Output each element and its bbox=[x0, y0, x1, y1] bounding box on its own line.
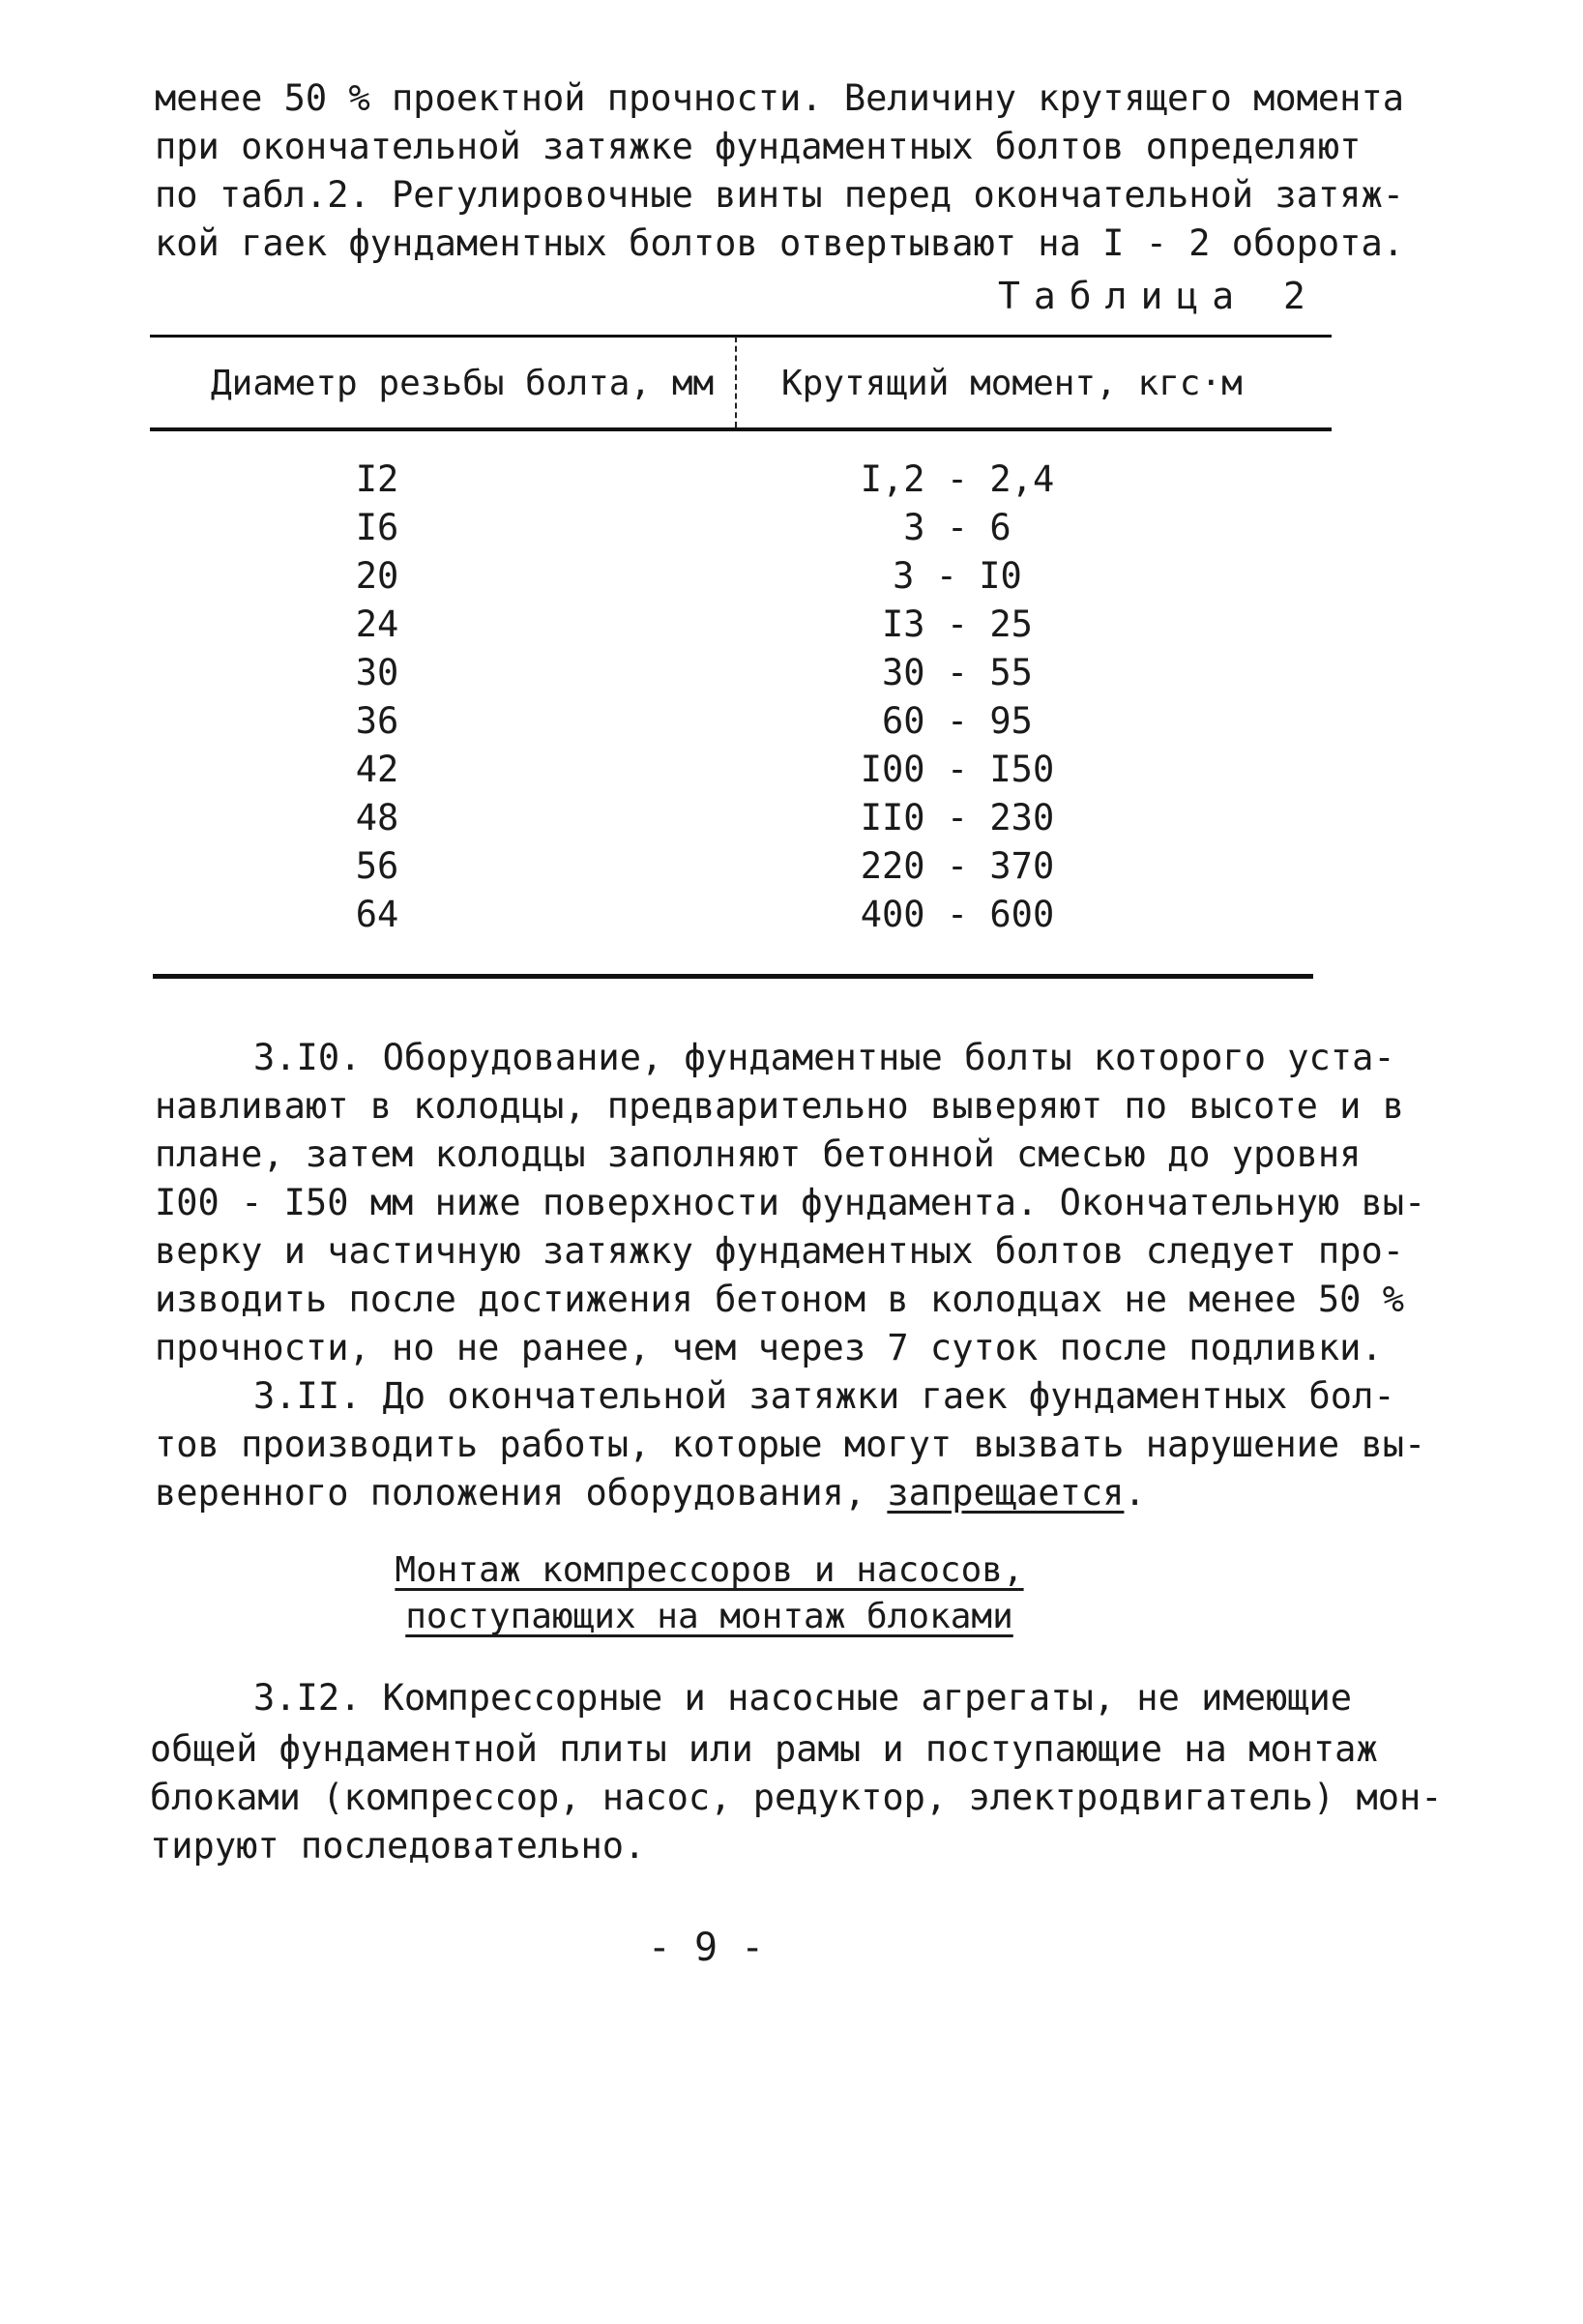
header-torque: Крутящий момент, кгс·м bbox=[781, 364, 1243, 403]
column-separator bbox=[735, 337, 737, 427]
cell-torque: I00 - I50 bbox=[860, 749, 1055, 790]
text-line: плане, затем колодцы заполняют бетонной смесью до уровня bbox=[155, 1133, 1362, 1175]
cell-diameter: 30 bbox=[355, 652, 399, 693]
section-title-line-2: поступающих на монтаж блоками bbox=[405, 1597, 1013, 1636]
cell-diameter: 36 bbox=[355, 700, 399, 742]
cell-torque: II0 - 230 bbox=[860, 797, 1055, 838]
text-line: блоками (компрессор, насос, редуктор, электродвигатель) мон- bbox=[150, 1777, 1443, 1818]
text-line: 3.II. До окончательной затяжки гаек фундаментных бол- bbox=[253, 1375, 1395, 1417]
text-segment: веренного положения оборудования, bbox=[155, 1472, 888, 1514]
text-line: тов производить работы, которые могут вызвать нарушение вы- bbox=[155, 1424, 1426, 1465]
cell-diameter: I2 bbox=[355, 458, 399, 500]
cell-diameter: 64 bbox=[355, 894, 399, 935]
text-line bbox=[155, 1470, 1146, 1516]
text-line: прочности, но не ранее, чем через 7 суток после подливки. bbox=[155, 1327, 1383, 1368]
page-number: - 9 - bbox=[647, 1926, 765, 1970]
text-line: изводить после достижения бетоном в колодцах не менее 50 % bbox=[155, 1279, 1405, 1320]
text-line: 3.I2. Компрессорные и насосные агрегаты, не имеющие bbox=[253, 1677, 1353, 1719]
cell-torque: 220 - 370 bbox=[860, 845, 1055, 887]
underlined-word: запрещается bbox=[887, 1472, 1125, 1514]
section-title-line-1: Монтаж компрессоров и насосов, bbox=[395, 1550, 1024, 1590]
table-title: Таблица 2 bbox=[998, 275, 1319, 317]
cell-diameter: 24 bbox=[355, 603, 399, 645]
text-line: 3.I0. Оборудование, фундаментные болты которого уста- bbox=[253, 1037, 1395, 1078]
table-header-rule bbox=[150, 427, 1332, 431]
header-diameter: Диаметр резьбы болта, мм bbox=[211, 364, 715, 403]
text-line: менее 50 % проектной прочности. Величину крутящего момента bbox=[155, 77, 1405, 119]
cell-torque: 3 - I0 bbox=[893, 555, 1022, 597]
cell-torque: 60 - 95 bbox=[882, 700, 1033, 742]
text-line: верку и частичную затяжку фундаментных болтов следует про- bbox=[155, 1230, 1405, 1272]
text-segment: . bbox=[1124, 1472, 1146, 1514]
text-line: общей фундаментной плиты или рамы и поступающие на монтаж bbox=[150, 1728, 1378, 1770]
table-bottom-rule bbox=[153, 974, 1313, 979]
text-line: навливают в колодцы, предварительно выверяют по высоте и в bbox=[155, 1085, 1405, 1127]
cell-diameter: 20 bbox=[355, 555, 399, 597]
cell-diameter: 42 bbox=[355, 749, 399, 790]
text-line: I00 - I50 мм ниже поверхности фундамента. Окончательную вы- bbox=[155, 1182, 1426, 1223]
cell-diameter: I6 bbox=[355, 507, 399, 548]
cell-torque: I,2 - 2,4 bbox=[860, 458, 1055, 500]
cell-torque: 3 - 6 bbox=[903, 507, 1011, 548]
text-line: тируют последовательно. bbox=[150, 1825, 646, 1867]
cell-torque: I3 - 25 bbox=[882, 603, 1033, 645]
cell-torque: 400 - 600 bbox=[860, 894, 1055, 935]
cell-torque: 30 - 55 bbox=[882, 652, 1033, 693]
cell-diameter: 56 bbox=[355, 845, 399, 887]
text-line: кой гаек фундаментных болтов отвертывают на I - 2 оборота. bbox=[155, 222, 1405, 264]
text-line: при окончательной затяжке фундаментных болтов определяют bbox=[155, 126, 1362, 167]
text-line: по табл.2. Регулировочные винты перед окончательной затяж- bbox=[155, 174, 1405, 216]
cell-diameter: 48 bbox=[355, 797, 399, 838]
table-top-rule bbox=[150, 335, 1332, 338]
